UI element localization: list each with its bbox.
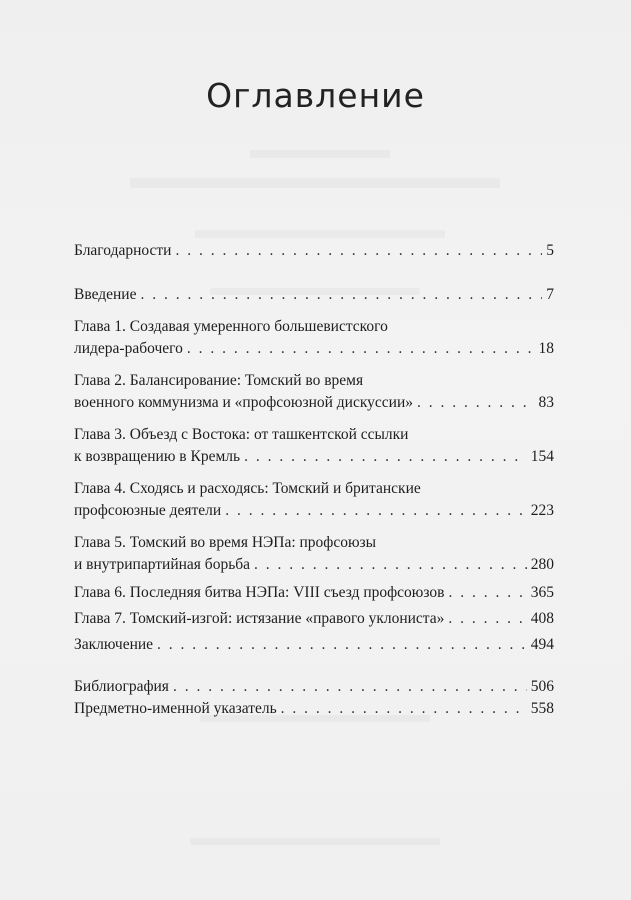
toc-page-number: 280	[530, 556, 554, 573]
toc-entry-chapter-5	[74, 532, 554, 576]
toc-entry-title: Глава 2. Балансирование: Томский во время	[74, 372, 364, 389]
dot-leader	[187, 338, 535, 360]
dot-leader	[281, 698, 527, 720]
toc-entry-title: Глава 4. Сходясь и расходясь: Томский и британские	[74, 480, 421, 497]
toc-page-number: 365	[530, 584, 554, 601]
toc-entry-introduction	[74, 284, 554, 306]
show-through-mark	[250, 150, 390, 158]
toc-entry-chapter-2	[74, 370, 554, 414]
dot-leader	[225, 500, 527, 522]
toc-page-number: 558	[530, 700, 554, 717]
toc-entry-title: Глава 3. Объезд с Востока: от ташкентской ссылки	[74, 426, 409, 443]
page-title: Оглавление	[206, 76, 425, 115]
toc-entry-title: Предметно-именной указатель	[74, 700, 277, 717]
toc-page-number: 83	[538, 394, 554, 411]
toc-entry-bibliography	[74, 676, 554, 698]
toc-entry-chapter-7	[74, 608, 554, 630]
toc-entry-title-continued: и внутрипартийная борьба	[74, 556, 251, 573]
toc-entry-index	[74, 698, 554, 720]
dot-leader	[254, 554, 527, 576]
show-through-mark	[130, 178, 500, 188]
dot-leader	[140, 284, 542, 306]
dot-leader	[449, 582, 527, 604]
toc-entry-chapter-1	[74, 316, 554, 360]
toc-entry-title-continued: военного коммунизма и «профсоюзной дискуссии»	[74, 394, 414, 411]
toc-entry-title-continued: лидера-рабочего	[74, 340, 183, 357]
toc-entry-title: Глава 7. Томский-изгой: истязание «правого уклониста»	[74, 610, 445, 627]
toc-entry-chapter-4	[74, 478, 554, 522]
toc-page-number: 7	[546, 286, 554, 303]
dot-leader	[173, 676, 527, 698]
toc-entry-title: Заключение	[74, 636, 154, 653]
toc-entry-title: Введение	[74, 286, 137, 303]
toc-page-number: 494	[530, 636, 554, 653]
toc-page-number: 506	[530, 678, 554, 695]
toc-page-number: 223	[530, 502, 554, 519]
toc-page-number: 5	[546, 242, 554, 259]
toc-page-number: 408	[530, 610, 554, 627]
dot-leader	[244, 446, 527, 468]
show-through-mark	[190, 838, 440, 845]
dot-leader	[175, 240, 542, 262]
dot-leader	[157, 634, 527, 656]
toc-entry-chapter-3	[74, 424, 554, 468]
toc-entry-title-continued: к возвращению в Кремль	[74, 448, 241, 465]
show-through-mark	[195, 230, 445, 238]
toc-entry-title: Библиография	[74, 678, 169, 695]
toc-entry-title: Благодарности	[74, 242, 172, 259]
toc-entry-title: Глава 1. Создавая умеренного большевистского	[74, 318, 388, 335]
toc-entry-title: Глава 5. Томский во время НЭПа: профсоюзы	[74, 534, 377, 551]
toc-entry-conclusion	[74, 634, 554, 656]
table-of-contents	[74, 240, 554, 720]
dot-leader	[448, 608, 526, 630]
toc-entry-title: Глава 6. Последняя битва НЭПа: VIII съезд профсоюзов	[74, 584, 445, 601]
toc-page-number: 18	[538, 340, 554, 357]
toc-page-number: 154	[530, 448, 554, 465]
dot-leader	[417, 392, 534, 414]
toc-entry-chapter-6	[74, 582, 554, 604]
toc-entry-acknowledgements	[74, 240, 554, 262]
toc-entry-title-continued: профсоюзные деятели	[74, 502, 222, 519]
